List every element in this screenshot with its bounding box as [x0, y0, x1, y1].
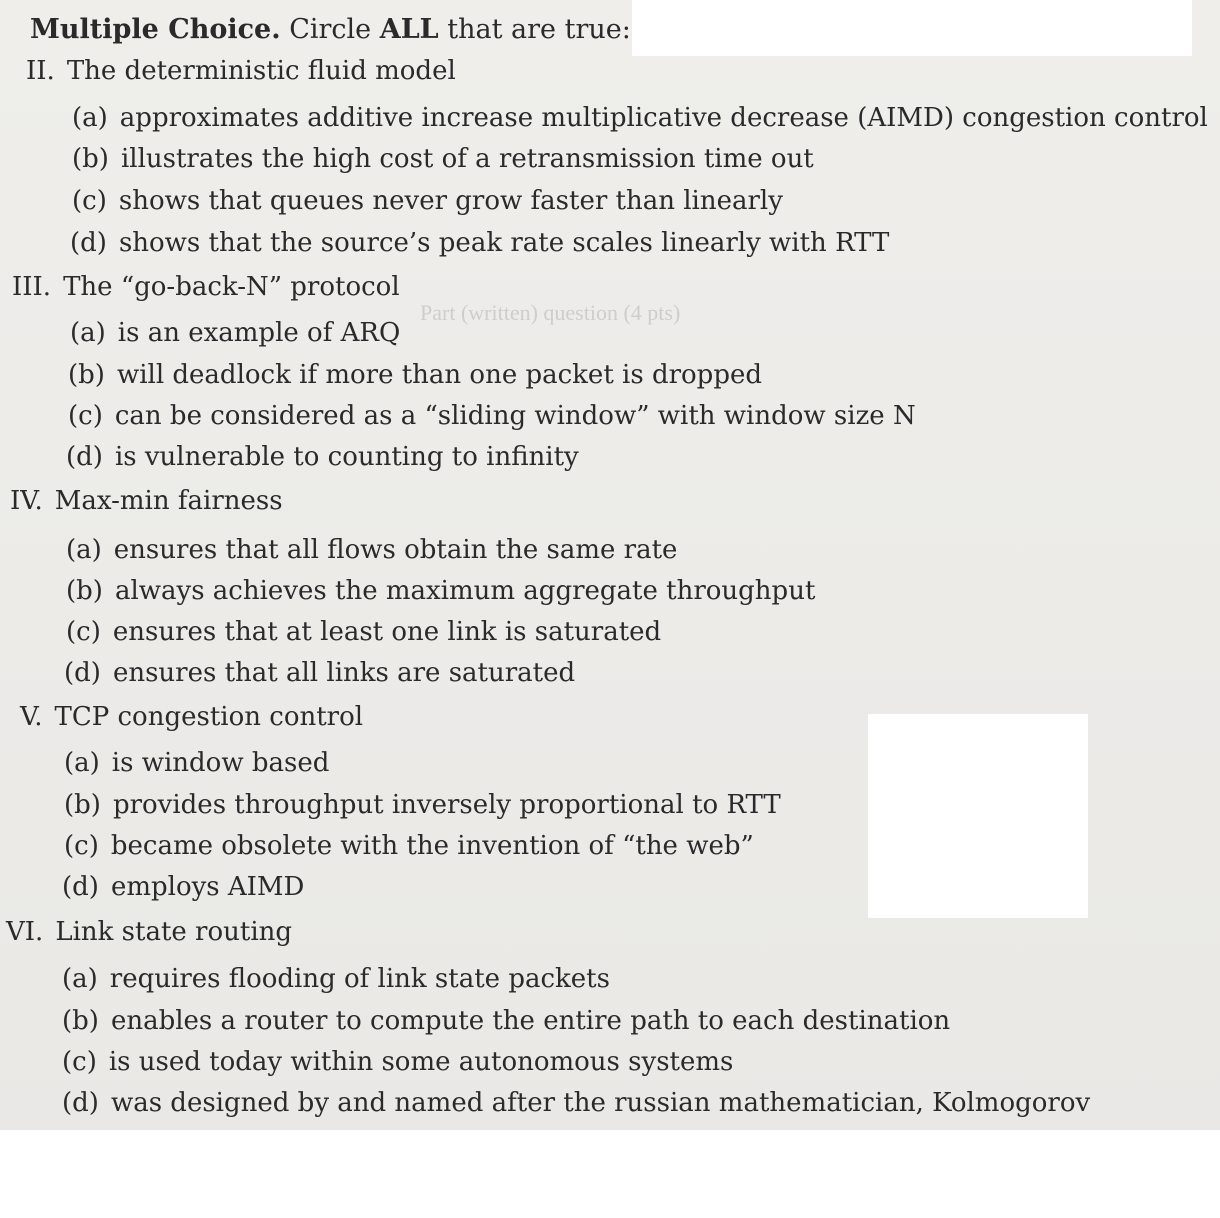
question-stem [6, 917, 292, 947]
question-number: III. [12, 272, 52, 302]
question-number: VI. [6, 917, 44, 947]
whiteout-middle-right [868, 714, 1088, 918]
option-label: (a) [72, 103, 108, 133]
option-label: (d) [70, 228, 107, 258]
option-text: shows that queues never grow faster than linearly [118, 186, 783, 216]
option-item[interactable] [62, 872, 304, 902]
option-label: (b) [64, 790, 101, 820]
option-label: (a) [62, 964, 98, 994]
option-label: (a) [70, 318, 106, 348]
option-item[interactable] [68, 401, 916, 431]
question-number: V. [20, 702, 43, 732]
option-text: employs AIMD [110, 872, 305, 902]
option-item[interactable] [62, 964, 610, 994]
option-text: shows that the source’s peak rate scales linearly with RTT [118, 228, 890, 258]
option-text: approximates additive increase multiplicative decrease (AIMD) congestion control [119, 103, 1208, 133]
question-stem [20, 702, 363, 732]
question-text: Max-min fairness [54, 486, 283, 516]
option-text: became obsolete with the invention of “the web” [110, 831, 754, 861]
option-item[interactable] [64, 748, 329, 778]
option-label: (d) [62, 1088, 99, 1118]
option-text: illustrates the high cost of a retransmission time out [120, 144, 814, 174]
option-text: will deadlock if more than one packet is dropped [116, 360, 762, 390]
option-label: (c) [64, 831, 99, 861]
option-label: (b) [68, 360, 105, 390]
header-bold-prefix: Multiple Choice. [30, 14, 281, 45]
option-label: (c) [68, 401, 103, 431]
question-text: The deterministic fluid model [66, 56, 456, 86]
question-text: The “go-back-N” protocol [63, 272, 400, 302]
header-middle: Circle [289, 14, 372, 45]
option-item[interactable] [66, 442, 579, 472]
option-item[interactable] [72, 144, 814, 174]
option-text: can be considered as a “sliding window” with window size N [114, 401, 916, 431]
option-label: (c) [66, 617, 101, 647]
question-stem [12, 272, 400, 302]
option-item[interactable] [62, 1088, 1090, 1118]
option-label: (a) [64, 748, 100, 778]
option-text: enables a router to compute the entire path to each destination [110, 1006, 951, 1036]
question-text: Link state routing [55, 917, 293, 947]
option-item[interactable] [70, 228, 889, 258]
option-label: (d) [66, 442, 103, 472]
option-item[interactable] [64, 831, 754, 861]
option-item[interactable] [70, 318, 400, 348]
option-label: (d) [64, 658, 101, 688]
option-item[interactable] [66, 617, 661, 647]
whiteout-bottom [0, 1130, 1220, 1218]
instructions-header [30, 14, 631, 45]
question-number: IV. [10, 486, 43, 516]
option-item[interactable] [66, 535, 677, 565]
option-text: is window based [111, 748, 330, 778]
option-text: is used today within some autonomous systems [108, 1047, 734, 1077]
header-bold-all: ALL [379, 14, 439, 45]
option-item[interactable] [66, 576, 815, 606]
question-stem [10, 486, 283, 516]
option-text: ensures that at least one link is saturated [112, 617, 662, 647]
option-text: is an example of ARQ [117, 318, 401, 348]
option-label: (a) [66, 535, 102, 565]
option-text: provides throughput inversely proportional to RTT [112, 790, 781, 820]
header-suffix: that are true: [447, 14, 631, 45]
option-label: (d) [62, 872, 99, 902]
option-item[interactable] [64, 658, 575, 688]
option-item[interactable] [72, 186, 783, 216]
option-label: (c) [72, 186, 107, 216]
option-text: ensures that all flows obtain the same rate [113, 535, 678, 565]
option-item[interactable] [62, 1006, 950, 1036]
option-label: (b) [66, 576, 103, 606]
option-item[interactable] [72, 103, 1208, 133]
option-label: (b) [72, 144, 109, 174]
option-label: (c) [62, 1047, 97, 1077]
option-item[interactable] [68, 360, 762, 390]
question-number: II. [26, 56, 55, 86]
option-item[interactable] [62, 1047, 733, 1077]
option-text: was designed by and named after the russian mathematician, Kolmogorov [110, 1088, 1091, 1118]
question-stem [26, 56, 456, 86]
whiteout-top-right [632, 0, 1192, 56]
option-text: requires flooding of link state packets [109, 964, 610, 994]
option-item[interactable] [64, 790, 781, 820]
faint-bleedthrough: Part (written) question (4 pts) [420, 300, 681, 325]
question-text: TCP congestion control [54, 702, 364, 732]
option-label: (b) [62, 1006, 99, 1036]
option-text: is vulnerable to counting to infinity [114, 442, 579, 472]
option-text: always achieves the maximum aggregate throughput [114, 576, 816, 606]
option-text: ensures that all links are saturated [112, 658, 576, 688]
